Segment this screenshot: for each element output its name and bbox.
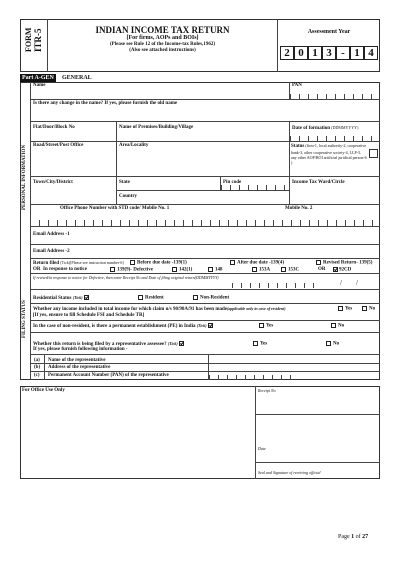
office-receipt-label: Receipt No [258, 388, 276, 393]
checkbox-142-1[interactable] [172, 267, 177, 272]
part-code: Part A-GEN [22, 75, 54, 81]
rep-address-field[interactable] [209, 364, 379, 370]
country-label: Country [119, 194, 138, 199]
side-label-personal: PERSONAL INFORMATION [22, 144, 27, 210]
row-line-3 [30, 141, 380, 142]
email2-field[interactable] [90, 246, 379, 258]
after-due-checkbox[interactable] [230, 260, 235, 265]
non-resident-label: Non-Resident [200, 295, 230, 301]
rep-pan-field[interactable] [209, 375, 299, 380]
q3-yes-checkbox[interactable] [253, 341, 258, 346]
q1-note: (applicable only in case of resident) [226, 306, 286, 311]
residential-tick-icon [84, 295, 89, 300]
rep-c-code: (c) [34, 373, 40, 378]
date-slash-1: / [340, 279, 342, 287]
office-use-title: For Office Use Only [22, 388, 65, 393]
name-field[interactable] [31, 89, 289, 95]
q3-yes-label: Yes [260, 341, 268, 347]
resident-option[interactable] [138, 295, 164, 302]
side-label-filing: FILING STATUS [22, 300, 27, 338]
checkbox-92cd[interactable] [333, 267, 338, 272]
office-use-divider [255, 386, 256, 479]
rep-a-code: (a) [34, 358, 40, 363]
year-digit-4: 3 [322, 46, 336, 60]
residential-status-label: Residential Status [33, 296, 72, 301]
road-label: Road/Street/Post Office [33, 143, 84, 148]
date-slash-2: / [356, 279, 358, 287]
status-note: (firm-1, local authority-2, cooperative bank-3, other cooperative society-4, LLP-5, any other AOP/BOI artificial juridical person-6 ) [291, 143, 367, 165]
q3-tick-icon [179, 341, 184, 346]
revised-label: Revised Return- 139(5) [323, 260, 373, 266]
label-92cd: 92CD [339, 267, 352, 273]
q3-followup: If yes, please furnish following information - [33, 347, 128, 352]
residential-status-row [33, 295, 90, 302]
row-line-1 [30, 99, 380, 100]
q2-row [33, 323, 214, 330]
old-name-field[interactable] [31, 108, 379, 120]
year-digit-1: 2 [280, 46, 294, 60]
checkbox-153a[interactable] [252, 267, 257, 272]
status-input-box[interactable] [369, 149, 378, 158]
q2-no-label: No [338, 323, 345, 329]
response-label: In response to notice [43, 267, 87, 272]
non-resident-option[interactable] [193, 295, 229, 302]
attached-note: (Also see attached instructions) [129, 48, 196, 53]
phone-label: Office Phone Number with STD code/ Mobile No. 1 [60, 206, 170, 211]
q1-text: Whether any income included in total income for which claim u/s 90/90A/91 has been made [33, 307, 227, 312]
office-line-1 [255, 414, 380, 415]
name-change-label: Is there any change in the name? If yes, please furnish the old name [33, 101, 178, 106]
row-line-11 [30, 303, 380, 304]
status-label [291, 143, 367, 165]
after-due-label: After due date -139(4) [237, 260, 284, 266]
row-line-13 [30, 332, 380, 333]
year-digit-2: 0 [294, 46, 308, 60]
road-divider [116, 141, 117, 176]
mobile2-label: Mobile No. 2 [285, 206, 313, 211]
return-filed-label: Return filed [33, 261, 59, 266]
or-label-2: OR [318, 267, 326, 272]
q2-no-checkbox[interactable] [331, 323, 336, 328]
row-line-9 [30, 273, 380, 274]
state-label: State [119, 180, 130, 185]
side-column-divider [30, 82, 31, 380]
rep-line-2 [30, 371, 380, 372]
label-139-9: 139(9)- Defective [117, 267, 153, 273]
rep-code-divider [44, 354, 45, 380]
date-formation-text: Date of formation [292, 126, 331, 131]
q1-yes-label: Yes [345, 306, 353, 312]
page-total: 27 [362, 534, 369, 540]
year-digit-dash: - [336, 46, 350, 60]
office-date-label: Date [258, 446, 266, 451]
q1-row [33, 306, 286, 313]
rep-a-label: Name of the representative [48, 358, 106, 363]
rep-b-code: (b) [34, 365, 41, 370]
non-resident-checkbox[interactable] [193, 295, 198, 300]
status-text: Status [291, 144, 305, 149]
q2-text: In the case of non-resident, is there a permanent establishment (PE) in India [33, 324, 196, 329]
before-due-option[interactable] [130, 260, 187, 267]
before-due-label: Before due date -139(1) [137, 260, 187, 266]
return-filed-tick-note: (Tick)[Please see instruction number-6] [60, 260, 124, 265]
q1-yes-checkbox[interactable] [338, 306, 343, 311]
checkbox-153c[interactable] [281, 267, 286, 272]
q1-no-label: No [369, 306, 376, 312]
name-label: Name [33, 83, 46, 88]
office-use-box [20, 386, 380, 479]
assessment-year-label: Assessment Year [307, 29, 351, 35]
row-line-5 [30, 204, 380, 205]
header-divider-right [277, 19, 278, 72]
ward-label: Income Tax Ward/Circle [292, 180, 345, 185]
country-line [116, 190, 289, 191]
rule-note: (Please see Rule 12 of the Income-tax Rules,1962) [110, 42, 215, 47]
q1-followup: [If yes, ensure to fill Schedule FSI and Schedule TR] [33, 313, 145, 318]
page-word: Page [338, 534, 350, 540]
pin-label: Pin code [223, 180, 242, 185]
email1-label: Email Address -1 [33, 232, 70, 237]
town-label: Town/City/District [33, 180, 73, 185]
q3-no-option[interactable] [326, 341, 339, 348]
row-line-4 [30, 176, 380, 177]
q3-no-checkbox[interactable] [326, 341, 331, 346]
q2-no-option[interactable] [331, 323, 344, 330]
premises-label: Name of Premises/Building/Village [119, 125, 194, 130]
residential-tick: (Tick) [72, 295, 83, 300]
or-label-1: OR [33, 267, 41, 272]
part-name: GENERAL [62, 75, 92, 81]
checkbox-139-9[interactable] [110, 267, 115, 272]
q3-tick: (Tick) [167, 341, 178, 346]
year-digit-6: 4 [364, 46, 378, 60]
year-digit-5: 1 [350, 46, 364, 60]
email1-field[interactable] [90, 229, 379, 243]
q1-no-checkbox[interactable] [362, 306, 367, 311]
after-due-option[interactable] [230, 260, 284, 267]
rep-b-label: Address of the representative [48, 365, 111, 370]
label-153c: 153C [288, 267, 300, 273]
date-formation-label [292, 125, 358, 132]
q2-yes-label: Yes [266, 323, 274, 329]
revised-note: If revised/in response to notice for Defective, then enter Receipt No and Date of filing original return(DDMMYYYY) [33, 275, 219, 280]
resident-label: Resident [145, 295, 164, 301]
flat-label: Flat/Door/Block No [33, 125, 75, 130]
row-line-8 [30, 258, 380, 259]
rep-name-field[interactable] [209, 355, 379, 362]
checkbox-148[interactable] [208, 267, 213, 272]
q2-yes-option[interactable] [259, 323, 273, 330]
office-seal-label: Seal and Signature of receiving official [258, 470, 321, 475]
revised-option[interactable] [316, 260, 372, 267]
ward-divider [289, 176, 290, 204]
date-formation-format: (DDMMYYYY) [331, 125, 359, 130]
year-digit-3: 1 [308, 46, 322, 60]
form-name: ITR-5 [33, 28, 43, 52]
page-of: of [355, 534, 361, 540]
form-label: FORM [24, 27, 33, 52]
q3-yes-option[interactable] [253, 341, 267, 348]
q2-tick: (Tick) [196, 323, 207, 328]
q2-yes-checkbox[interactable] [259, 323, 264, 328]
part-bar [20, 74, 380, 82]
form-title: INDIAN INCOME TAX RETURN [95, 25, 230, 35]
row-line-10 [30, 289, 380, 290]
label-142-1: 142(1) [179, 267, 193, 273]
q3-no-label: No [333, 341, 340, 347]
row-line-7 [30, 244, 380, 245]
before-due-checkbox[interactable] [130, 260, 135, 265]
row-line-12 [30, 320, 380, 321]
q1-no-option[interactable] [362, 306, 375, 313]
resident-checkbox[interactable] [138, 295, 143, 300]
label-148: 148 [215, 267, 223, 273]
receipt-no-field[interactable] [232, 283, 322, 288]
office-line-2 [255, 462, 380, 463]
page-current: 1 [351, 534, 355, 540]
return-filed-row [33, 260, 124, 267]
rep-c-label: Permanent Account Number (PAN) of the representative [48, 373, 169, 378]
q3-text: Whether this return is being filed by a representative assessee? [33, 342, 167, 347]
revised-checkbox[interactable] [316, 260, 321, 265]
status-divider [289, 141, 290, 176]
flat-divider [116, 121, 117, 141]
page-footer [338, 534, 368, 540]
row-line-2 [30, 121, 380, 122]
form-subtitle: [For firms, AOPs and BOIs] [126, 35, 199, 41]
q2-tick-icon [208, 323, 213, 328]
label-153a: 153A [259, 267, 271, 273]
email2-label: Email Address -2 [33, 249, 70, 254]
row-line-6 [30, 226, 380, 227]
area-label: Area/Locality [119, 143, 149, 148]
q1-yes-option[interactable] [338, 306, 352, 313]
pan-label: PAN [292, 83, 302, 88]
